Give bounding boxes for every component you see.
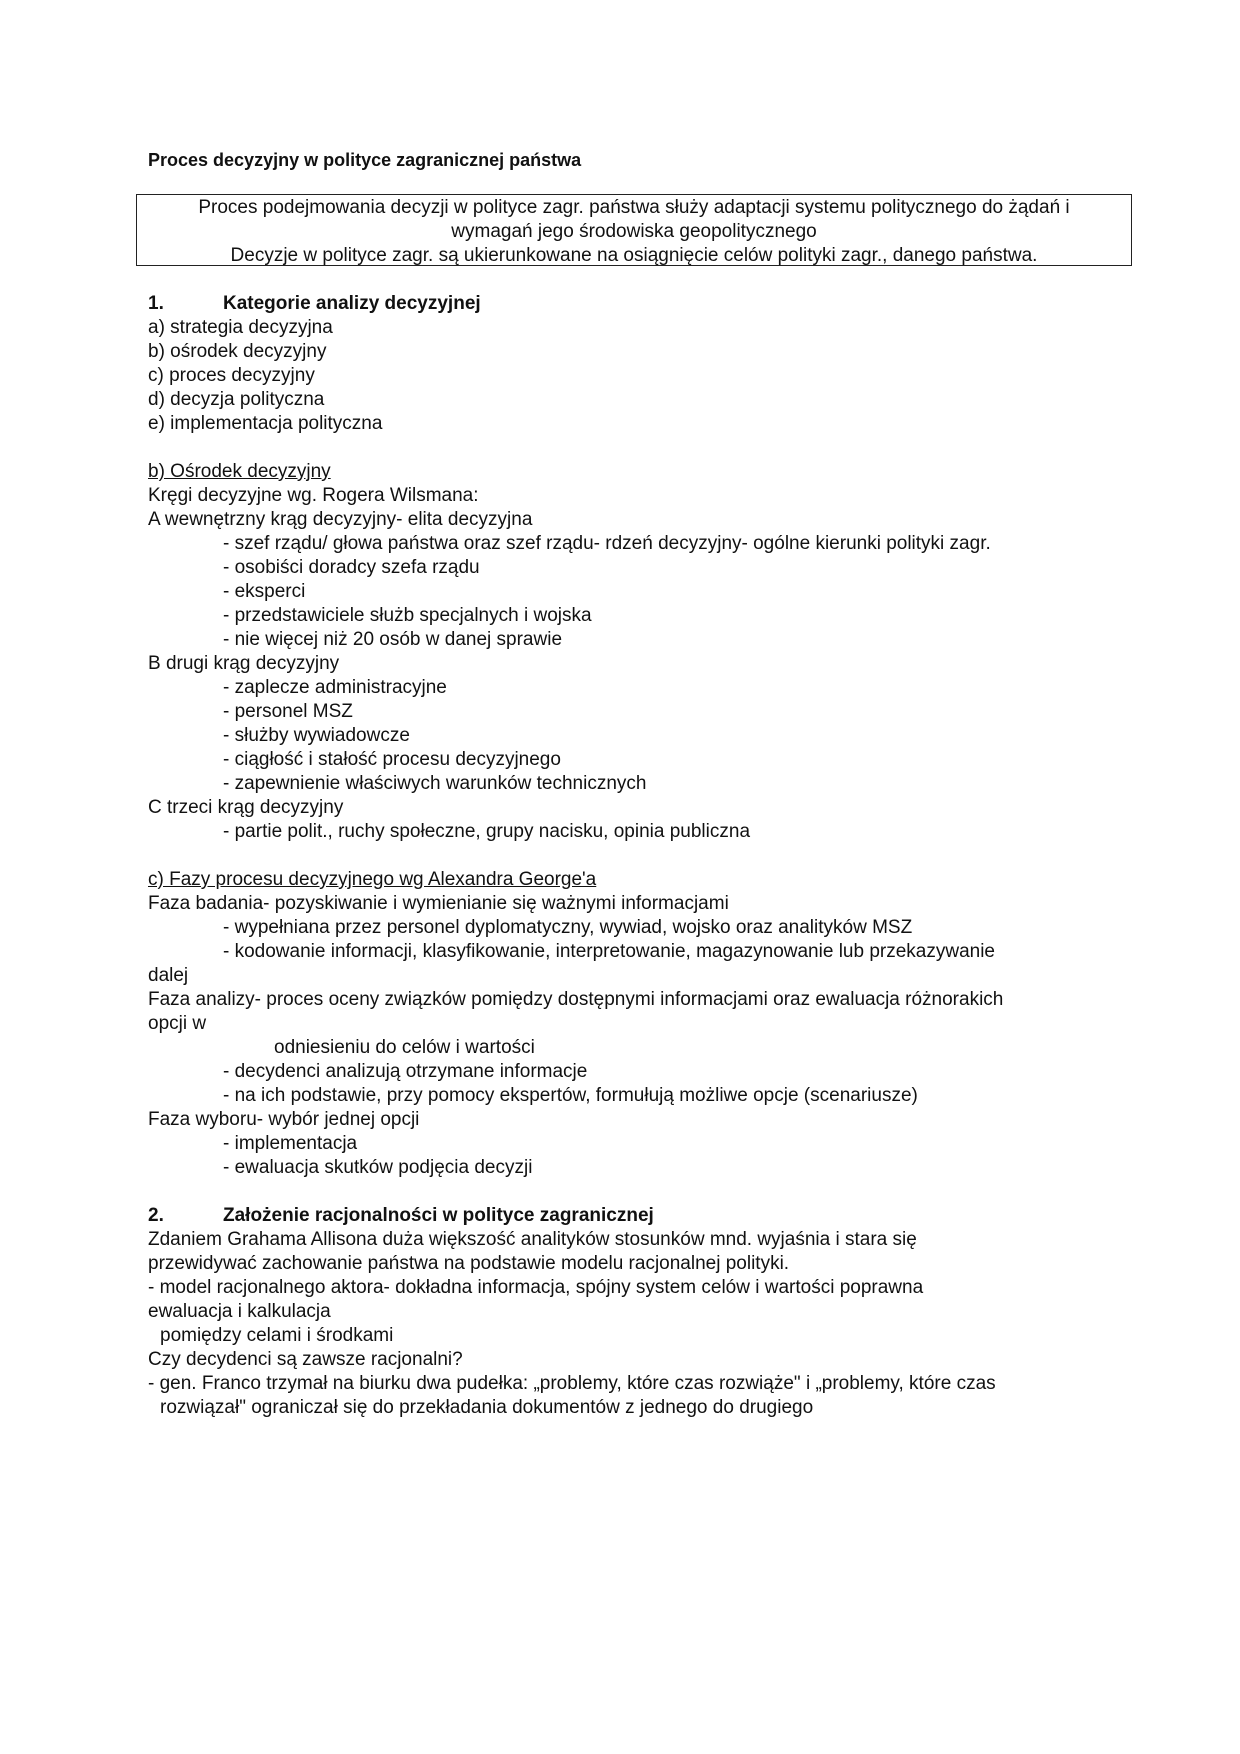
paragraph-line: pomiędzy celami i środkami [160, 1325, 394, 1346]
paragraph-line: - gen. Franco trzymał na biurku dwa pudełka: „problemy, które czas rozwiąże" i „problemy, które czas [148, 1373, 996, 1394]
section-1-heading [148, 292, 1138, 316]
circle-a-label: A wewnętrzny krąg decyzyjny- elita decyzyjna [148, 509, 533, 530]
spacer [148, 1180, 1138, 1204]
paragraph-line: odniesieniu do celów i wartości [274, 1037, 535, 1058]
list-item: - osobiści doradcy szefa rządu [223, 557, 480, 578]
spacer [148, 436, 1138, 460]
document-title: Proces decyzyjny w polityce zagranicznej państwa [148, 150, 582, 170]
list-item: - na ich podstawie, przy pomocy ekspertów, formułują możliwe opcje (scenariusze) [223, 1085, 918, 1106]
summary-line: Proces podejmowania decyzji w polityce zagr. państwa służy adaptacji systemu politycznego do żądań i [198, 197, 1070, 218]
list-item: b) ośrodek decyzyjny [148, 341, 327, 362]
list-item: - zapewnienie właściwych warunków technicznych [223, 773, 647, 794]
question-line: Czy decydenci są zawsze racjonalni? [148, 1349, 463, 1370]
list-item: - kodowanie informacji, klasyfikowanie, interpretowanie, magazynowanie lub przekazywanie [223, 941, 995, 962]
list-item: a) strategia decyzyjna [148, 317, 333, 338]
section-number: 2. [148, 1205, 164, 1226]
list-item: - nie więcej niż 20 osób w danej sprawie [223, 629, 563, 650]
paragraph-line: dalej [148, 965, 189, 986]
list-item: c) proces decyzyjny [148, 365, 315, 386]
section-2-heading [148, 1204, 1138, 1228]
section-title: Założenie racjonalności w polityce zagranicznej [223, 1205, 654, 1226]
list-item: - implementacja [223, 1133, 358, 1154]
list-item: - personel MSZ [223, 701, 353, 722]
list-item: - ciągłość i stałość procesu decyzyjnego [223, 749, 561, 770]
paragraph-line: Zdaniem Grahama Allisona duża większość analityków stosunków mnd. wyjaśnia i stara się [148, 1229, 917, 1250]
list-item: - szef rządu/ głowa państwa oraz szef rządu- rdzeń decyzyjny- ogólne kierunki polityki zagr. [223, 533, 991, 554]
circle-b-label: B drugi krąg decyzyjny [148, 653, 340, 674]
summary-line: wymagań jego środowiska geopolitycznego [451, 221, 817, 242]
section-number: 1. [148, 293, 164, 314]
section-title: Kategorie analizy decyzyjnej [223, 293, 481, 314]
spacer [148, 844, 1138, 868]
list-item: d) decyzja polityczna [148, 389, 325, 410]
list-item: - wypełniana przez personel dyplomatyczny, wywiad, wojsko oraz analityków MSZ [223, 917, 913, 938]
paragraph-line: Kręgi decyzyjne wg. Rogera Wilsmana: [148, 485, 479, 506]
paragraph-line: rozwiązał" ograniczał się do przekładania dokumentów z jednego do drugiego [160, 1397, 814, 1418]
paragraph-line: - model racjonalnego aktora- dokładna informacja, spójny system celów i wartości poprawna [148, 1277, 924, 1298]
paragraph-line: przewidywać zachowanie państwa na podstawie modelu racjonalnej polityki. [148, 1253, 790, 1274]
circle-c-label: C trzeci krąg decyzyjny [148, 797, 344, 818]
phase-label: Faza wyboru- wybór jednej opcji [148, 1109, 420, 1130]
phase-label: Faza analizy- proces oceny związków pomiędzy dostępnymi informacjami oraz ewaluacja różnorakich [148, 989, 1004, 1010]
list-item: e) implementacja polityczna [148, 413, 383, 434]
list-item: - zaplecze administracyjne [223, 677, 447, 698]
subsection-b-heading: b) Ośrodek decyzyjny [148, 461, 331, 482]
phase-label: Faza badania- pozyskiwanie i wymienianie się ważnymi informacjami [148, 893, 729, 914]
subsection-c-heading: c) Fazy procesu decyzyjnego wg Alexandra George'a [148, 869, 597, 890]
list-item: - służby wywiadowcze [223, 725, 410, 746]
summary-box [136, 194, 1132, 266]
list-item: - przedstawiciele służb specjalnych i wojska [223, 605, 592, 626]
document-body [148, 292, 1138, 1420]
list-item: - ewaluacja skutków podjęcia decyzji [223, 1157, 533, 1178]
paragraph-line: ewaluacja i kalkulacja [148, 1301, 331, 1322]
list-item: - eksperci [223, 581, 306, 602]
list-item: - partie polit., ruchy społeczne, grupy nacisku, opinia publiczna [223, 821, 751, 842]
summary-line: Decyzje w polityce zagr. są ukierunkowane na osiągnięcie celów polityki zagr., danego państwa. [230, 245, 1038, 266]
list-item: - decydenci analizują otrzymane informacje [223, 1061, 588, 1082]
paragraph-line: opcji w [148, 1013, 207, 1034]
